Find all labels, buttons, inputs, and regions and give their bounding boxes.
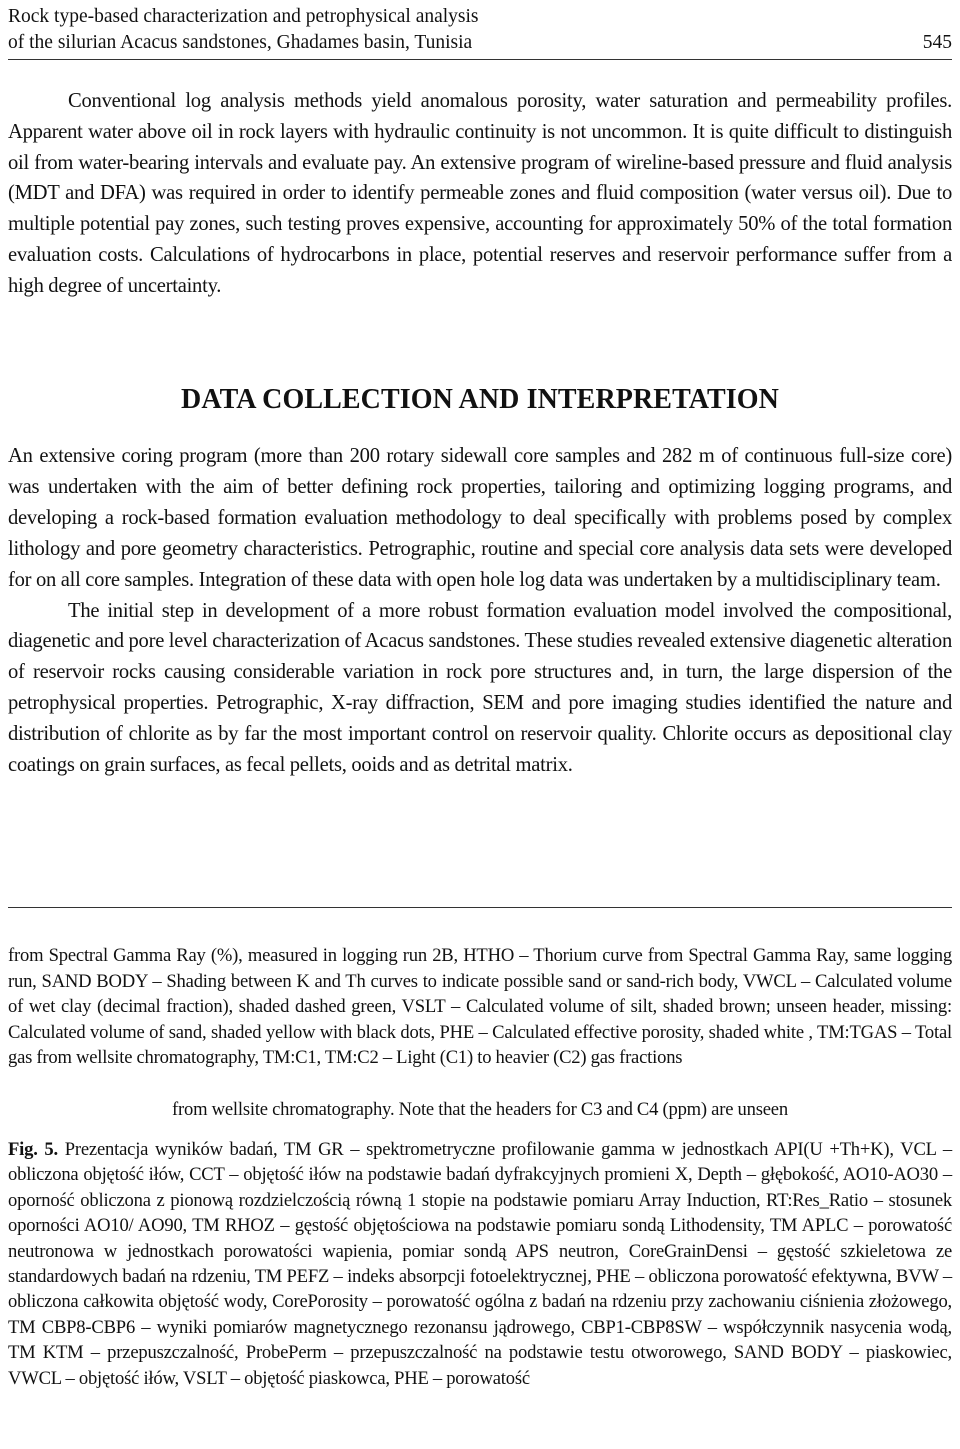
data-collection-section	[8, 441, 952, 781]
figure-caption-polish	[8, 1137, 952, 1391]
section-paragraph-2: The initial step in development of a more robust formation evaluation model involved the compositional, diagenetic and pore level characterization of Acacus sandstones. These studies revealed extensive diagenetic alteration of reservoir rocks causing considerable variation in rock pore structures and, in turn, the large dispersion of the petrophysical properties. Petrographic, X-ray diffraction, SEM and pore imaging studies identified the nature and distribution of chlorite as by far the most important control on reservoir quality. Chlorite occurs as depositional clay coatings on grain surfaces, as fecal pellets, ooids and as detrital matrix.	[8, 599, 952, 777]
intro-section	[8, 86, 952, 302]
running-head	[8, 4, 952, 56]
figure-label: Fig. 5.	[8, 1139, 58, 1160]
section-paragraph-1: An extensive coring program (more than 200 rotary sidewall core samples and 282 m of continuous full-size core) was undertaken with the aim of better defining rock properties, tailoring and optimizing logging programs, and developing a rock-based formation evaluation methodology to deal specifically with problems posed by complex lithology and pore geometry characteristics. Petrographic, routine and special core analysis data sets were developed for on all core samples. Integration of these data with open hole log data was undertaken by a multidisciplinary team.	[8, 445, 952, 591]
header-rule	[8, 59, 952, 60]
figure-caption-english-last-line: from wellsite chromatography. Note that the headers for C3 and C4 (ppm) are unseen	[172, 1099, 788, 1120]
intro-paragraph: Conventional log analysis methods yield anomalous porosity, water saturation and permeability profiles. Apparent water above oil in rock layers with hydraulic continuity is not uncommon. It is quite difficult to distinguish oil from water-bearing intervals and evaluate pay. An extensive program of wireline-based pressure and fluid analysis (MDT and DFA) was required in order to identify permeable zones and fluid composition (water versus oil). Due to multiple potential pay zones, such testing proves expensive, accounting for approximately 50% of the total formation evaluation costs. Calculations of hydrocarbons in place, potential reserves and reservoir performance suffer from a high degree of uncertainty.	[8, 90, 952, 297]
running-title-line-2: of the silurian Acacus sandstones, Ghadames basin, Tunisia	[8, 32, 473, 53]
figure-caption-english: from Spectral Gamma Ray (%), measured in logging run 2B, HTHO – Thorium curve from Spectral Gamma Ray, same logging run, SAND BODY – Shading between K and Th curves to indicate possible sand or sand-rich body, VWCL – Calculated volume of wet clay (decimal fraction), shaded dashed green, VSLT – Calculated volume of silt, shaded brown; unseen header, missing: Calculated volume of sand, shaded yellow with black dots, PHE – Calculated effective porosity, shaded white , TM:TGAS – Total gas from wellsite chromatography, TM:C1, TM:C2 – Light (C1) to heavier (C2) gas fractions	[8, 945, 952, 1069]
figure-caption-polish-text: Prezentacja wyników badań, TM GR – spektrometryczne profilowanie gamma w jednostkach API(U +Th+K), VCL – obliczona objętość iłów, CCT – objętość iłów na podstawie badań dyfrakcyjnych promieni X, Depth – głębokość, AO10-AO30 – oporność obliczona z pionową rozdzielczością równą 1 stopie na podstawie pomiaru Array Induction, RT:Res_Ratio – stosunek oporności AO10/ AO90, TM RHOZ – gęstość objętościowa na podstawie pomiaru sondą Lithodensity, TM APLC – porowatość neutronowa w jednostkach porowatości wapienia, pomiar sondą APS neutron, CoreGrainDensi – gęstość szkieletowa ze standardowych badań na rdzeniu, TM PEFZ – indeks absorpcji fotoelektrycznej, PHE – obliczona porowatość efektywna, BVW – obliczona całkowita objętość wody, CorePorosity – porowatość ogólna z badań na rdzeniu przy zachowaniu ciśnienia złożowego, TM CBP8-CBP6 – wyniki pomiarów magnetycznego rezonansu jądrowego, CBP1-CBP8SW – współczynnik nasycenia wodą, TM KTM – przepuszczalność, ProbePerm – przepuszczalność na podstawie testu otworowego, SAND BODY – piaskowiec, VWCL – objętość iłów, VSLT – objętość piaskowca, PHE – porowatość	[8, 1139, 953, 1389]
section-heading: DATA COLLECTION AND INTERPRETATION	[181, 384, 779, 415]
caption-rule	[8, 907, 952, 908]
page-number: 545	[922, 32, 952, 53]
running-title-line-1: Rock type-based characterization and petrophysical analysis	[8, 6, 479, 27]
